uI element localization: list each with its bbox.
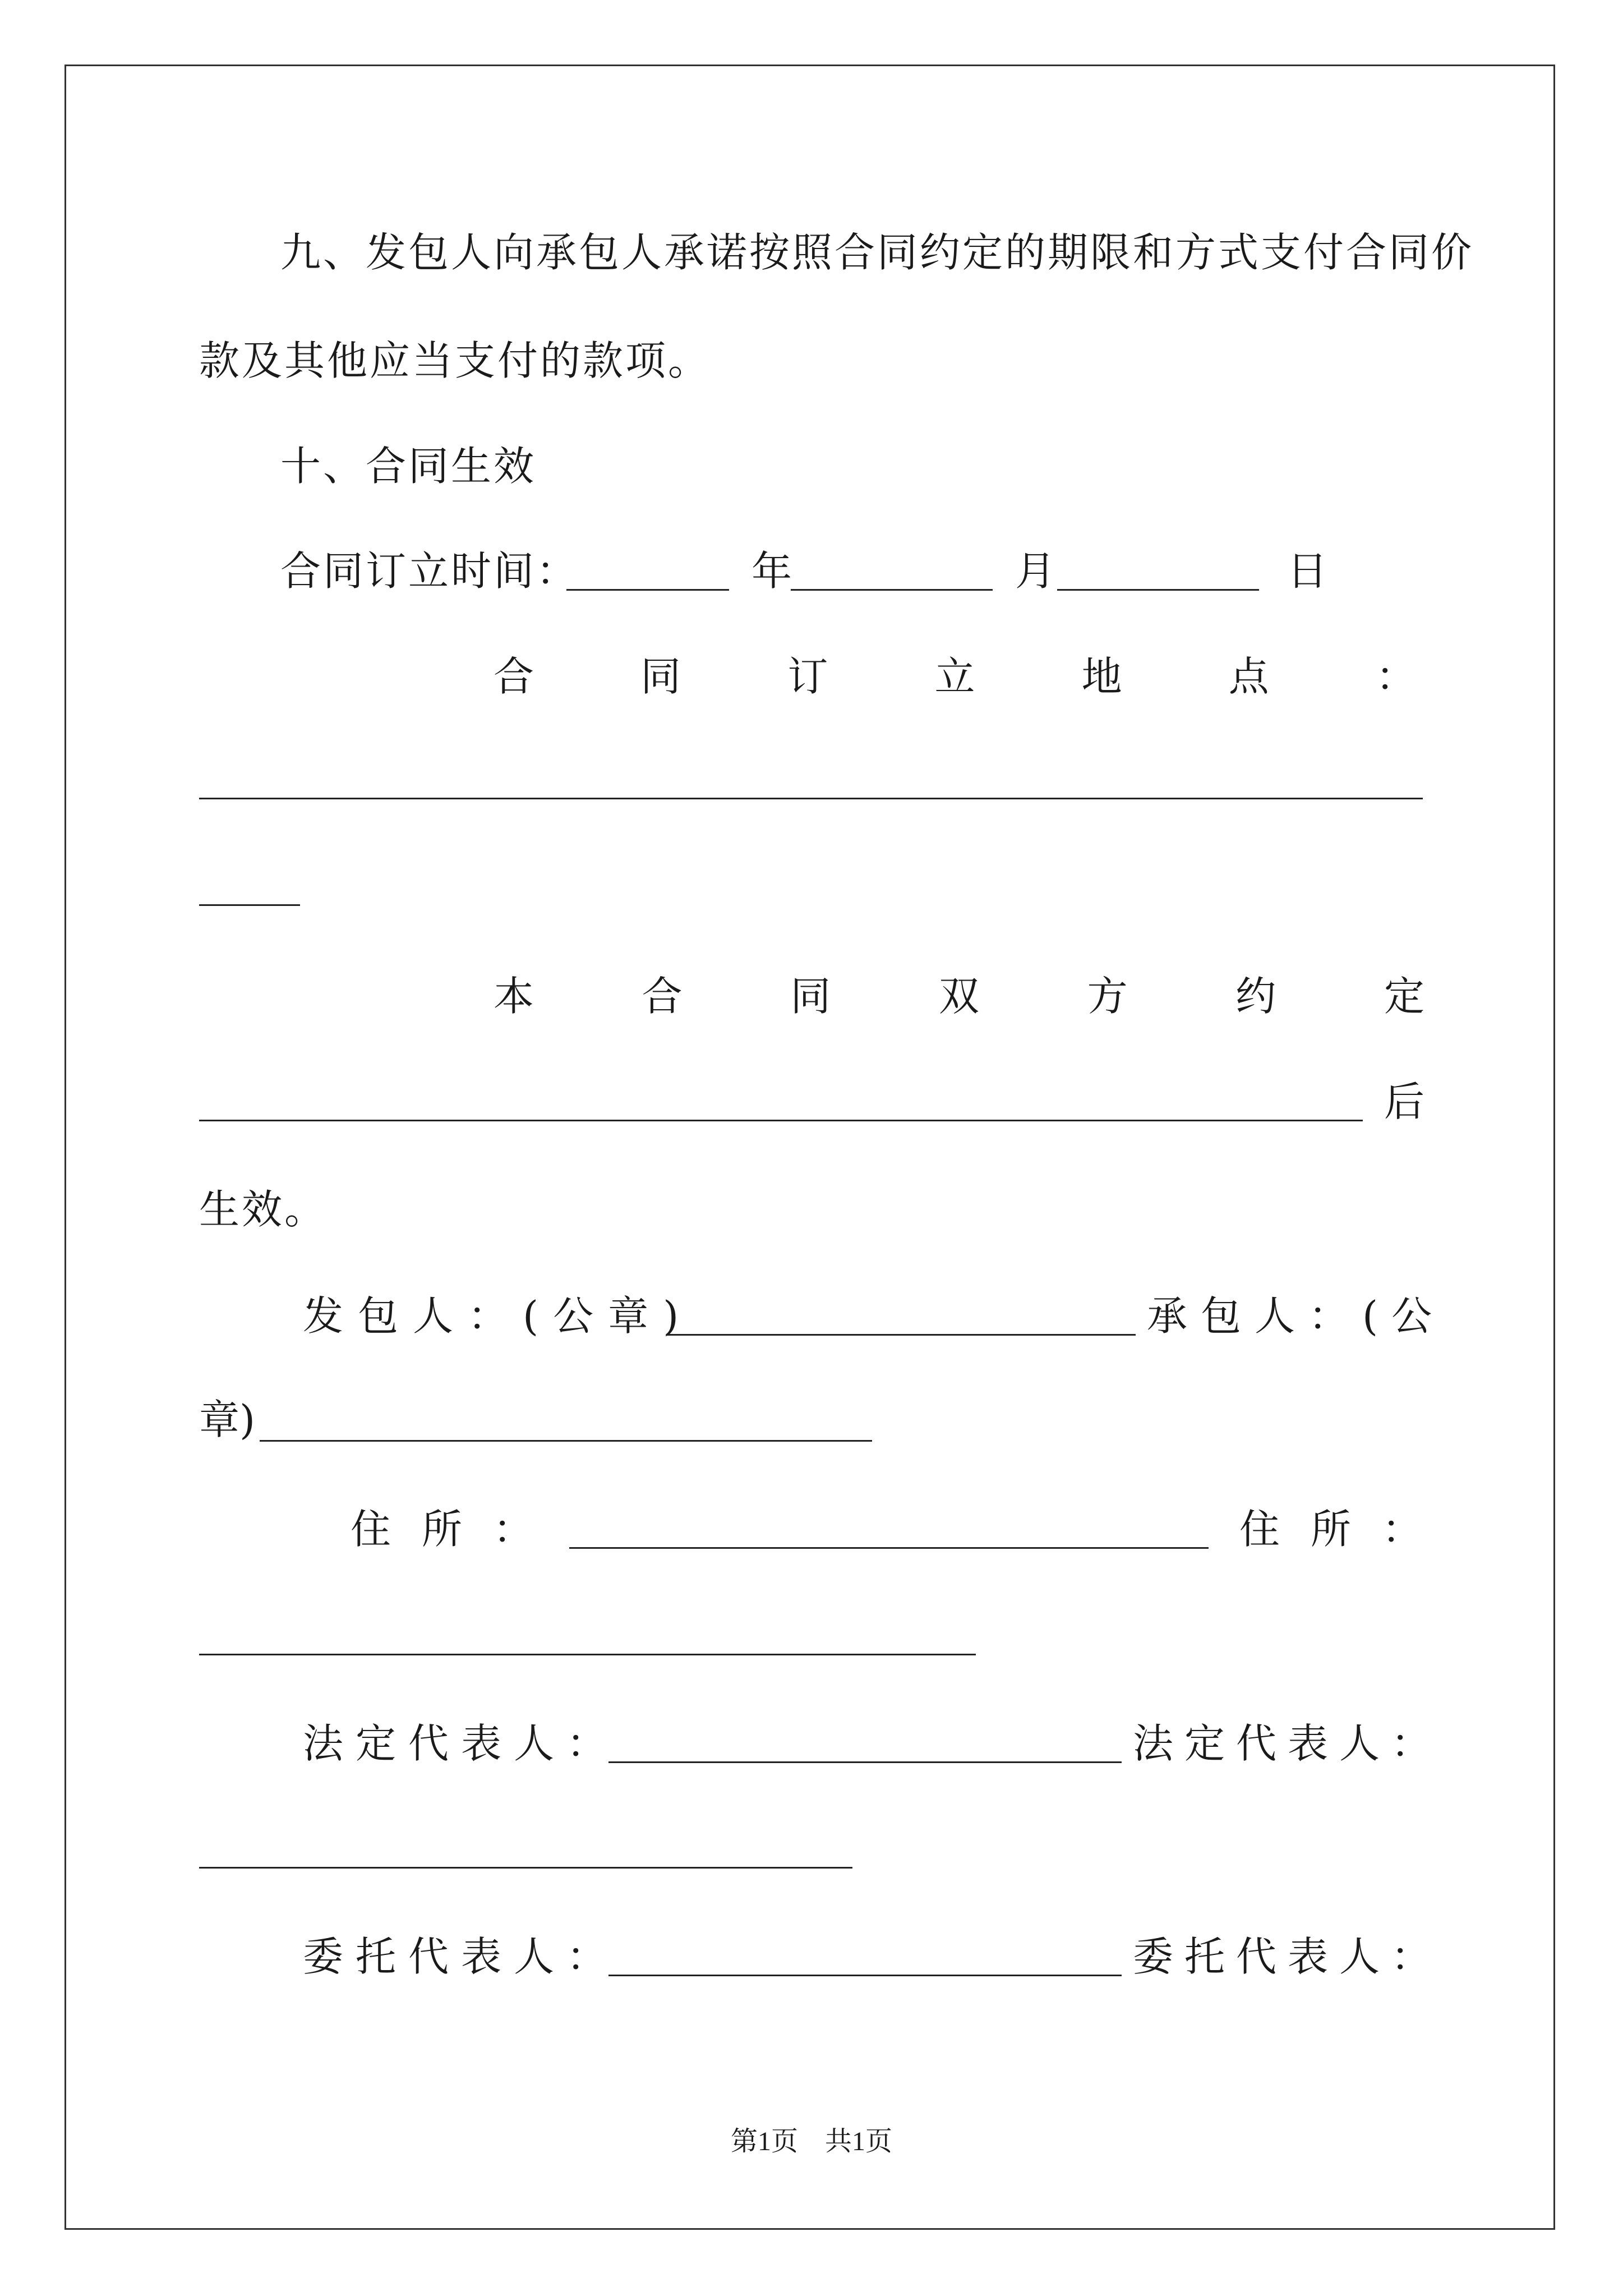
signing-place-char: 订 xyxy=(787,653,828,700)
clause-9-line-2: 款及其他应当支付的款项。 xyxy=(199,337,711,384)
contractor-seal-label: 承包人：(公 xyxy=(1147,1292,1446,1340)
clause-10-heading: 十、合同生效 xyxy=(280,443,537,490)
signing-place-char: 立 xyxy=(934,653,975,700)
effective-condition-label xyxy=(494,973,1424,1020)
effective-char: 定 xyxy=(1384,973,1424,1020)
employer-legal-rep-field[interactable] xyxy=(608,1761,1122,1763)
signing-place-char: 点 xyxy=(1228,653,1269,700)
effective-char: 约 xyxy=(1235,973,1276,1020)
contractor-seal-field[interactable] xyxy=(260,1440,872,1442)
employer-residence-field[interactable] xyxy=(569,1547,1209,1549)
signing-place-char: 地 xyxy=(1081,653,1122,700)
effective-ending: 生效。 xyxy=(199,1186,328,1233)
contractor-seal-label-cont: 章) xyxy=(199,1396,256,1443)
signing-place-char: 合 xyxy=(494,653,534,700)
signing-month-label: 月 xyxy=(1015,547,1056,595)
page-border xyxy=(64,65,1555,2230)
employer-seal-label: 发包人：(公章) xyxy=(303,1292,694,1340)
employer-legal-rep-label: 法定代表人： xyxy=(303,1720,620,1767)
employer-residence-label: 住所： xyxy=(351,1506,565,1553)
signing-place-char: ： xyxy=(1375,653,1416,700)
employer-agent-label: 委托代表人： xyxy=(303,1933,620,1980)
page-number: 第1页 共1页 xyxy=(730,2127,892,2156)
signing-place-field[interactable] xyxy=(199,798,1423,799)
signing-place-field-cont[interactable] xyxy=(199,904,300,906)
signing-month-field[interactable] xyxy=(791,589,993,591)
effective-char: 合 xyxy=(642,973,683,1020)
signing-day-label: 日 xyxy=(1287,547,1328,595)
clause-9-line-1: 九、发包人向承包人承诺按照合同约定的期限和方式支付合同价 xyxy=(280,229,1474,276)
contractor-agent-label: 委托代表人： xyxy=(1133,1933,1443,1980)
contractor-residence-field[interactable] xyxy=(199,1654,976,1655)
signing-place-char: 同 xyxy=(640,653,681,700)
contractor-legal-rep-field[interactable] xyxy=(199,1867,852,1869)
signing-time-label: 合同订立时间： xyxy=(280,547,579,595)
effective-char: 本 xyxy=(494,973,534,1020)
effective-char: 同 xyxy=(790,973,831,1020)
signing-place-label xyxy=(494,653,1416,700)
employer-seal-field[interactable] xyxy=(667,1334,1136,1336)
signing-year-label: 年 xyxy=(751,547,792,595)
effective-char: 双 xyxy=(938,973,979,1020)
signing-day-field[interactable] xyxy=(1057,589,1259,591)
employer-agent-field[interactable] xyxy=(608,1975,1122,1976)
signing-year-field[interactable] xyxy=(566,589,729,591)
effective-condition-field[interactable] xyxy=(199,1120,1363,1121)
effective-after-label: 后 xyxy=(1384,1078,1425,1125)
effective-char: 方 xyxy=(1087,973,1128,1020)
contractor-legal-rep-label: 法定代表人： xyxy=(1133,1720,1443,1767)
contractor-residence-label: 住所： xyxy=(1239,1506,1454,1553)
